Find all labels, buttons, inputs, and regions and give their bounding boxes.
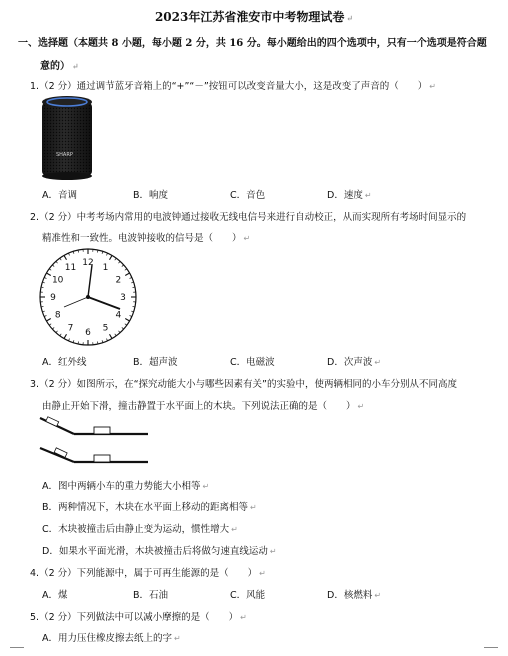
q1-option-b: B．响度 bbox=[133, 190, 169, 201]
q3-option-d: D．如果水平面光滑，木块被撞击后将做匀速直线运动 ↵ bbox=[42, 546, 277, 557]
clock-number: 4 bbox=[115, 310, 122, 321]
section-header-line1: 一、选择题（本题共 8 小题，每小题 2 分，共 16 分。每小题给出的四个选项中，只有一个选项是符合题 bbox=[18, 38, 487, 49]
question-2-stem-line1: 2.（2 分）中考考场内常用的电波钟通过接收无线电信号来进行自动校正，从而实现所有考场时间显示的 bbox=[30, 212, 467, 223]
clock-number: 6 bbox=[85, 328, 91, 339]
q3-option-b: B．两种情况下，木块在水平面上移动的距离相等 ↵ bbox=[42, 502, 257, 513]
q2-option-d: D．次声波 ↵ bbox=[327, 357, 382, 368]
question-3-stem-line1: 3.（2 分）如图所示，在“探究动能大小与哪些因素有关”的实验中，使两辆相同的小车分别从不同高度 bbox=[30, 379, 457, 390]
q4-option-d: D．核燃料 ↵ bbox=[327, 590, 382, 601]
clock-number: 11 bbox=[64, 262, 77, 273]
q1-option-d: D．速度 ↵ bbox=[327, 190, 372, 201]
q1-option-a: A．音调 bbox=[42, 190, 77, 201]
clock-number: 2 bbox=[115, 275, 122, 286]
clock-number: 9 bbox=[50, 293, 56, 304]
clock-image bbox=[36, 245, 140, 349]
question-5-stem: 5.（2 分）下列做法中可以减小摩擦的是（ ） ↵ bbox=[30, 612, 247, 623]
q4-option-a: A．煤 bbox=[42, 590, 68, 601]
clock-number: 3 bbox=[120, 293, 126, 304]
clock-number: 8 bbox=[54, 310, 61, 321]
q5-option-a: A．用力压住橡皮擦去纸上的字 ↵ bbox=[42, 633, 181, 644]
clock-number: 12 bbox=[82, 258, 94, 269]
q2-option-b: B．超声波 bbox=[133, 357, 178, 368]
exam-title: 2023年江苏省淮安市中考物理试卷 ↵ bbox=[154, 10, 354, 24]
speaker-logo: SHARP bbox=[56, 152, 73, 158]
question-3-stem-line2: 由静止开始下滑，撞击静置于水平面上的木块。下列说法正确的是（ ） ↵ bbox=[42, 401, 365, 412]
page-corner-mark-right bbox=[484, 647, 498, 656]
ramp-experiment-image bbox=[38, 414, 150, 470]
clock-center bbox=[86, 295, 90, 299]
q3-option-a: A．图中两辆小车的重力势能大小相等 ↵ bbox=[42, 481, 210, 492]
clock-number: 7 bbox=[67, 323, 74, 334]
page-corner-mark-left bbox=[10, 647, 24, 656]
clock-number: 5 bbox=[102, 323, 109, 334]
q1-option-c: C．音色 bbox=[230, 190, 266, 201]
q2-option-a: A．红外线 bbox=[42, 357, 87, 368]
question-2-stem-line2: 精准性和一致性。电波钟接收的信号是（ ） ↵ bbox=[42, 233, 251, 244]
q4-option-c: C．风能 bbox=[230, 590, 266, 601]
q4-option-b: B．石油 bbox=[133, 590, 169, 601]
question-1-stem: 1.（2 分）通过调节蓝牙音箱上的“+”“－”按钮可以改变音量大小，这是改变了声音的（ ） ↵ bbox=[30, 81, 436, 92]
clock-number: 1 bbox=[102, 262, 109, 273]
clock-number: 10 bbox=[51, 275, 64, 286]
q3-option-c: C．木块被撞击后由静止变为运动，惯性增大 ↵ bbox=[42, 524, 238, 535]
bluetooth-speaker-image bbox=[34, 92, 100, 182]
question-4-stem: 4.（2 分）下列能源中，属于可再生能源的是（ ） ↵ bbox=[30, 568, 266, 579]
q2-option-c: C．电磁波 bbox=[230, 357, 275, 368]
section-header-line2: 意的） ↵ bbox=[40, 61, 79, 72]
